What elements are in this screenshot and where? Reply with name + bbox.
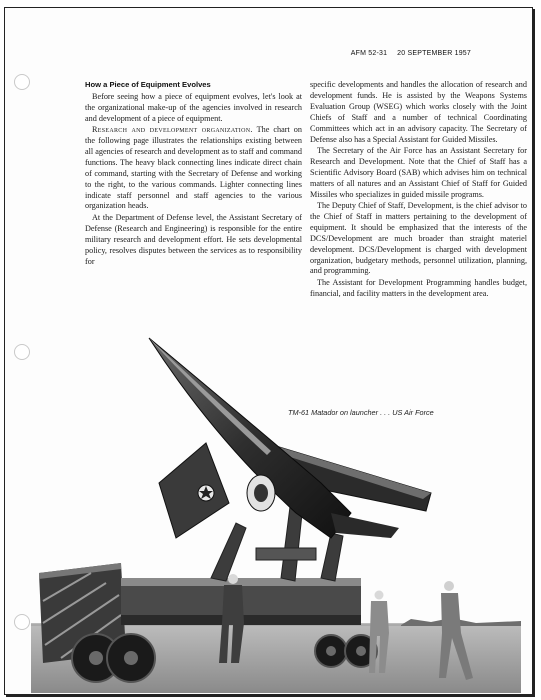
photo-caption: TM-61 Matador on launcher . . . US Air Force: [288, 408, 434, 417]
paragraph: Before seeing how a piece of equipment evolves, let's look at the organizational make-up of the agencies involved in research and development of a piece of equipment.: [85, 91, 302, 123]
punch-hole: [14, 74, 30, 90]
document-date: 20 SEPTEMBER 1957: [397, 50, 471, 57]
section-heading: How a Piece of Equipment Evolves: [85, 80, 211, 89]
paragraph: The Secretary of the Air Force has an Assistant Secretary for Research and Development. Note that the Chief of Staff has a Scientific Advisory Board (SAB) which advises him on technical matters of all natures and an Assistant Chief of Staff for Guided Missiles who specializes in guided missile programs.: [310, 145, 527, 199]
document-page: [4, 7, 533, 695]
paragraph: The Assistant for Development Programming handles budget, financial, and facility matters in the development area.: [310, 277, 527, 298]
left-column: [85, 80, 302, 267]
right-column: [310, 80, 527, 300]
paragraph: The Deputy Chief of Staff, Development, is the chief advisor to the Chief of Staff in matters pertaining to the development of equipment. It should be emphasized that the interests of the DCS/Development are much broader than straight materiel development. DCS/Development is charged with development organization, budgetary methods, personnel utilization, planning, and programming.: [310, 200, 527, 276]
paragraph-lead: Research and development organization.: [92, 125, 253, 135]
paragraph: At the Department of Defense level, the Assistant Secretary of Defense (Research and Engineering) is responsible for the entire military research and development effort. He sets developmental policy, resolves disputes between the services as to responsibility for: [85, 212, 302, 266]
paragraph: specific developments and handles the allocation of research and development funds. He is assisted by the Weapons Systems Evaluation Group (WSEG) which works closely with the Joint Chiefs of Staff and a number of technical Coordinating Committees which act in an advisory capacity. The Secretary of Defense also has a Special Assistant for Guided Missiles.: [310, 80, 527, 144]
matador-missile: [149, 338, 431, 538]
paragraph-body: The chart on the following page illustrates the relationships existing between all agencies of research and development as to staff and command functions. The heavy black connecting lines indicate direct chain of command, starting with the Secretary of Defense and working to the right, to the various commands. Lighter connecting lines indicate staff personnel and staff agencies to the various organization heads.: [85, 125, 302, 211]
punch-hole: [14, 614, 30, 630]
paragraph: [85, 125, 302, 212]
punch-hole: [14, 344, 30, 360]
document-id: AFM 52-31: [350, 50, 388, 57]
matador-missile-photo: [31, 333, 521, 693]
page-header: [341, 50, 471, 57]
